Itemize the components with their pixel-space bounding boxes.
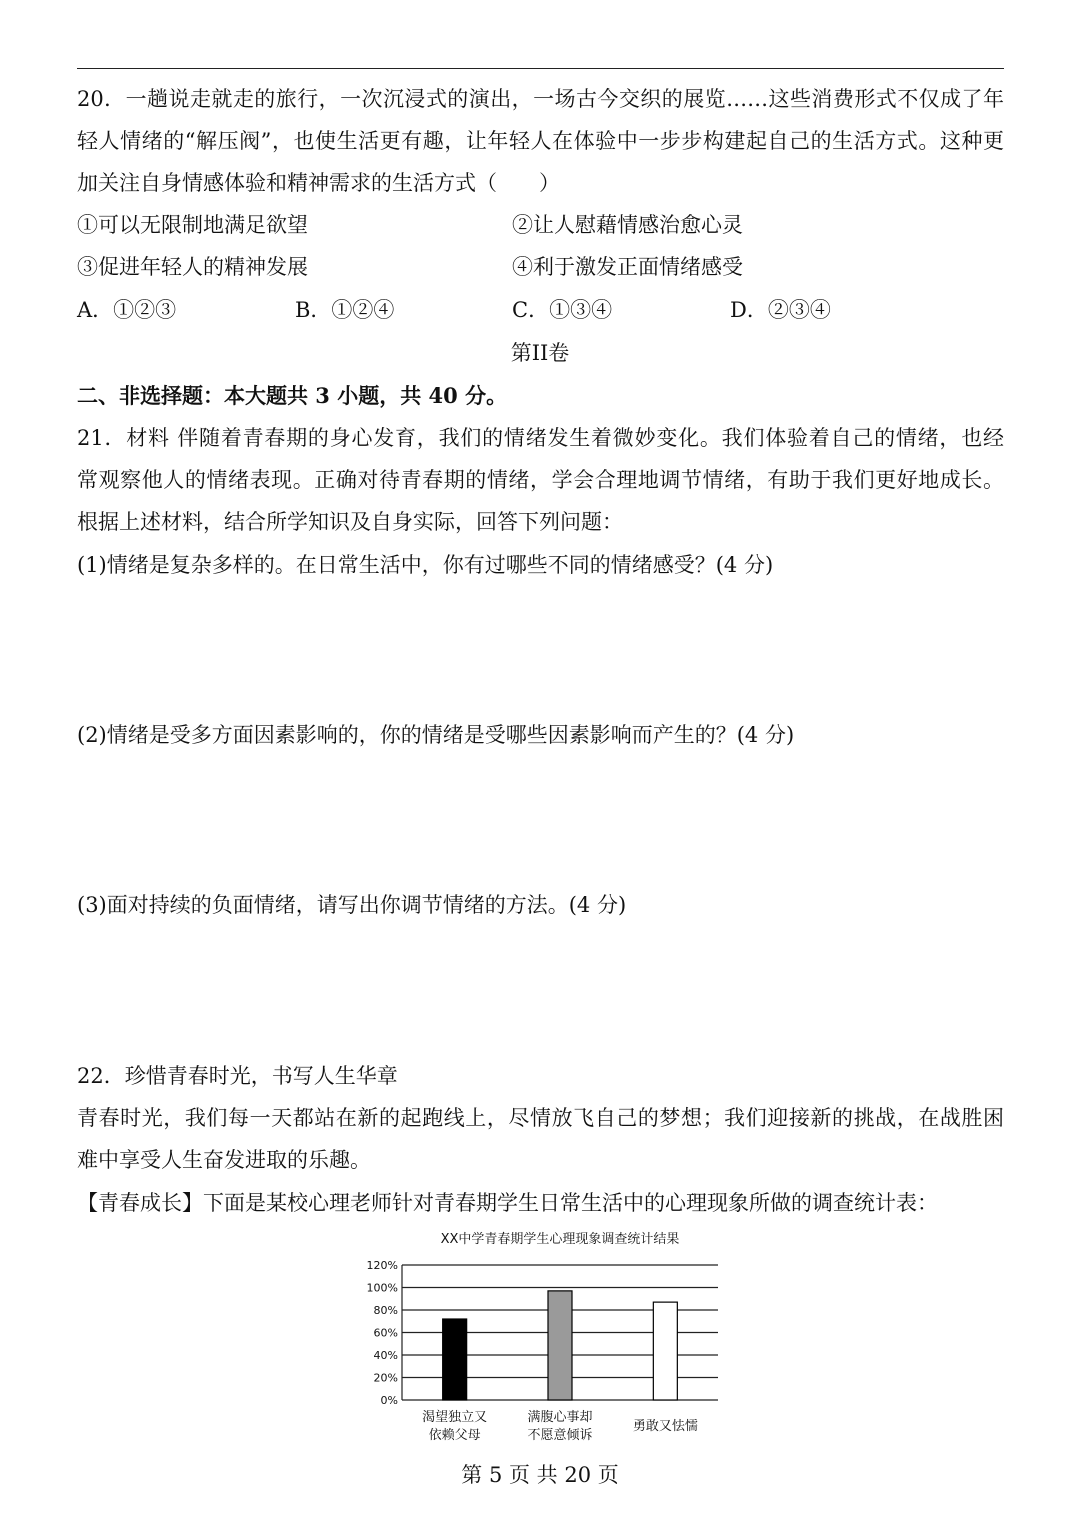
y-tick-label: 120% — [366, 1259, 398, 1272]
q22-title: 22．珍惜青春时光，书写人生华章 — [77, 1064, 398, 1088]
header-rule — [77, 68, 1004, 69]
q21-line-1: 21．材料 伴随着青春期的身心发育，我们的情绪发生着微妙变化。我们体验着自己的情绪，也经 — [77, 426, 1004, 450]
q21-sub-3: (3)面对持续的负面情绪，请写出你调节情绪的方法。(4 分) — [77, 893, 627, 917]
q20-statement-2: ②让人慰藉情感治愈心灵 — [512, 213, 743, 237]
x-category-label: 勇敢又怯懦 — [632, 1419, 698, 1434]
y-tick-label: 100% — [366, 1281, 398, 1295]
bar — [548, 1291, 572, 1400]
q20-statement-1: ①可以无限制地满足欲望 — [77, 213, 308, 237]
part2-title: 第II卷 — [510, 341, 570, 365]
q22-line-1: 青春时光，我们每一天都站在新的起跑线上，尽情放飞自己的梦想；我们迎接新的挑战，在战胜困 — [77, 1106, 1004, 1130]
q20-line-2: 轻人情绪的“解压阀”，也使生活更有趣，让年轻人在体验中一步步构建起自己的生活方式。这种更 — [77, 129, 1004, 153]
q20-choice-d: D．②③④ — [730, 298, 831, 322]
q20-statement-3: ③促进年轻人的精神发展 — [77, 255, 308, 279]
y-tick-label: 20% — [373, 1371, 398, 1385]
y-tick-label: 0% — [380, 1394, 398, 1407]
bar — [653, 1302, 677, 1400]
q22-growth: 【青春成长】下面是某校心理老师针对青春期学生日常生活中的心理现象所做的调查统计表： — [77, 1191, 938, 1215]
page-footer: 第 5 页 共 20 页 — [461, 1463, 619, 1487]
x-category-label: 渴望独立又 — [422, 1410, 488, 1425]
bar — [443, 1319, 467, 1400]
x-category-label: 不愿意倾诉 — [527, 1428, 593, 1443]
x-category-label: 满腹心事却 — [527, 1410, 593, 1425]
q21-sub-1: (1)情绪是复杂多样的。在日常生活中，你有过哪些不同的情绪感受？(4 分) — [77, 553, 774, 577]
survey-bar-chart — [340, 1220, 740, 1450]
q20-statement-4: ④利于激发正面情绪感受 — [512, 255, 743, 279]
x-category-label: 依赖父母 — [428, 1428, 481, 1443]
y-tick-label: 60% — [373, 1326, 398, 1340]
q21-sub-2: (2)情绪是受多方面因素影响的，你的情绪是受哪些因素影响而产生的？(4 分) — [77, 723, 795, 747]
y-tick-label: 40% — [373, 1349, 398, 1362]
q20-choice-a: A．①②③ — [77, 298, 177, 322]
q20-line-1: 20．一趟说走就走的旅行，一次沉浸式的演出，一场古今交织的展览……这些消费形式不仅成了年 — [77, 87, 1004, 111]
q20-choice-b: B．①②④ — [295, 298, 395, 322]
q21-line-2: 常观察他人的情绪表现。正确对待青春期的情绪，学会合理地调节情绪，有助于我们更好地成长。 — [77, 468, 1004, 492]
q22-line-2: 难中享受人生奋发进取的乐趣。 — [77, 1148, 371, 1172]
q20-line-3: 加关注自身情感体验和精神需求的生活方式（ ） — [77, 171, 560, 195]
q21-line-3: 根据上述材料，结合所学知识及自身实际，回答下列问题： — [77, 510, 623, 534]
chart-title: XX中学青春期学生心理现象调查统计结果 — [440, 1232, 680, 1247]
part2-heading: 二、非选择题：本大题共 3 小题，共 40 分。 — [77, 383, 508, 408]
y-tick-label: 80% — [373, 1304, 398, 1317]
q20-choice-c: C．①③④ — [512, 298, 613, 322]
